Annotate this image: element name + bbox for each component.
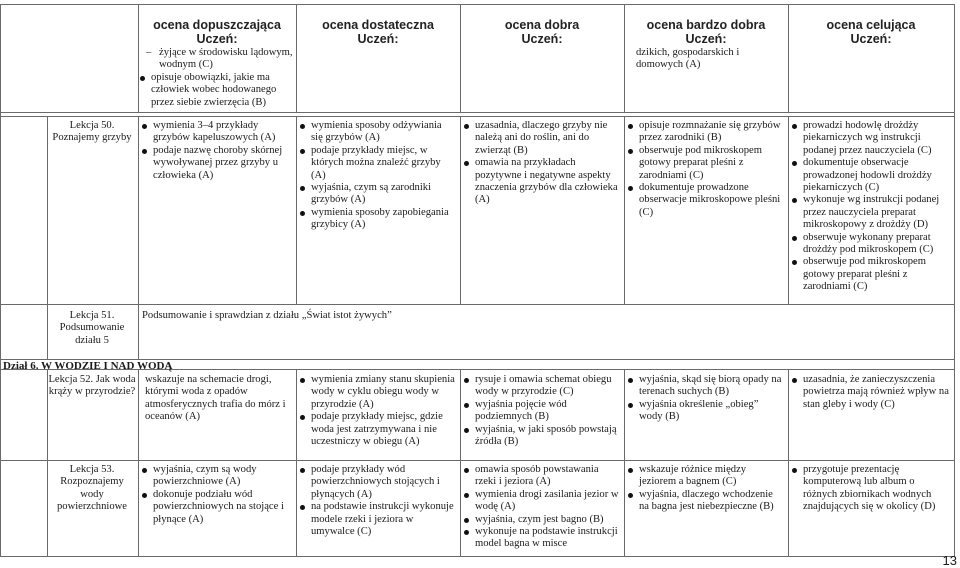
list-item: wykonuje na podstawie instrukcji model bagna w misce [462, 526, 620, 551]
grade-cell-dobra [462, 374, 620, 448]
list-item: dokumentuje obserwacje prowadzonej hodowli drożdży piekarniczych (C) [790, 157, 950, 194]
rule [0, 556, 955, 557]
lesson-cell: Lekcja 51. Podsumowanie działu 5 [59, 310, 125, 346]
list-item: obserwuje wykonany preparat drożdży pod mikroskopem (C) [790, 232, 950, 257]
rule [0, 460, 955, 461]
list-item: wyjaśnia określenie „obieg” wody (B) [626, 399, 784, 424]
list-item: wyjaśnia, czym są wody powierzchniowe (A) [140, 464, 290, 489]
rule [460, 4, 461, 112]
list-item: wyjaśnia pojęcie wód podziemnych (B) [462, 399, 620, 424]
list-item: – żyjące w środowisku lądowym, wodnym (C) [146, 47, 296, 72]
list-item: dokonuje podziału wód powierzchniowych na stojące i płynące (A) [140, 489, 290, 526]
grade-cell-dobra [462, 120, 620, 207]
grade-cell-dostateczna [298, 374, 456, 448]
list-item: podaje nazwę choroby skórnej wywoływanej przez grzyby u człowieka (A) [140, 145, 290, 182]
list-item: wyjaśnia, czym są zarodniki grzybów (A) [298, 182, 456, 207]
lesson-cell: Lekcja 52. Jak woda krąży w przyrodzie? [48, 374, 136, 398]
cont-list [146, 47, 296, 72]
grade-subtitle: Uczeń: [196, 32, 238, 46]
cont-list [138, 72, 296, 109]
grade-subtitle: Uczeń: [357, 32, 399, 46]
list-item: wskazuje różnice między jeziorem a bagnem (C) [626, 464, 784, 489]
grade-header-4 [624, 4, 788, 112]
rule [460, 116, 461, 304]
list-item: wyjaśnia, dlaczego wchodzenie na bagna jest niebezpieczne (B) [626, 489, 784, 514]
lesson-cell: Lekcja 50. Poznajemy grzyby [52, 120, 132, 144]
list-item: wymienia 3–4 przykłady grzybów kapeluszowych (A) [140, 120, 290, 145]
list-item: wyjaśnia, w jaki sposób powstają źródła (B) [462, 424, 620, 449]
rule [788, 369, 789, 556]
page-number: 13 [942, 552, 957, 568]
grade-title: ocena bardzo dobra [646, 18, 766, 32]
list-item: wymienia drogi zasilania jezior w wodę (A) [462, 489, 620, 514]
grade-cell-bardzo-dobra [626, 374, 784, 424]
rule [296, 369, 297, 556]
list-item: podaje przykłady wód powierzchniowych stojących i płynących (A) [298, 464, 456, 501]
rule [0, 112, 955, 113]
lesson-cell: Lekcja 53. Rozpoznajemy wody powierzchniowe [56, 464, 127, 513]
grade-cell-celujaca [790, 120, 950, 294]
rule [138, 116, 139, 359]
grade-subtitle: Uczeń: [685, 32, 727, 46]
list-item: opisuje obowiązki, jakie ma człowiek wobec hodowanego przez siebie zwierzęcia (B) [138, 72, 296, 109]
rule [296, 4, 297, 112]
rule [624, 369, 625, 556]
grade-cell-dopuszczajaca [140, 120, 290, 182]
grade-cell-bardzo-dobra [626, 464, 784, 514]
rule [624, 116, 625, 304]
section-heading: Dział 6. W WODZIE I NAD WODĄ [3, 360, 173, 372]
list-item: uzasadnia, dlaczego grzyby nie należą ani do roślin, ani do zwierząt (B) [462, 120, 620, 157]
grade-header-1 [138, 4, 296, 112]
list-item: rysuje i omawia schemat obiegu wody w przyrodzie (C) [462, 374, 620, 399]
list-item: omawia na przykładach pozytywne i negatywne aspekty znaczenia grzybów dla człowieka (A) [462, 157, 620, 207]
rule [460, 369, 461, 556]
grade-cell-celujaca [790, 464, 950, 514]
grade-cell-dostateczna [298, 120, 456, 232]
list-item: wykonuje wg instrukcji podanej przez nauczyciela preparat mikroskopowy z drożdży (D) [790, 194, 950, 231]
grade-title: ocena celująca [826, 18, 916, 32]
summary-text: Podsumowanie i sprawdzian z działu „Świat istot żywych” [142, 310, 392, 321]
grade-cell-bardzo-dobra [626, 120, 784, 219]
list-item: wymienia sposoby odżywiania się grzybów (A) [298, 120, 456, 145]
list-item: podaje przykłady miejsc, gdzie woda jest zatrzymywana i nie uczestniczy w obiegu (A) [298, 411, 456, 448]
list-item: wymienia sposoby zapobiegania grzybicy (A) [298, 207, 456, 232]
list-item: wyjaśnia, czym jest bagno (B) [462, 514, 620, 526]
rule [788, 116, 789, 304]
grade-subtitle: Uczeń: [521, 32, 563, 46]
list-item: dokumentuje prowadzone obserwacje mikroskopowe pleśni (C) [626, 182, 784, 219]
rule [296, 116, 297, 304]
rule [0, 4, 1, 556]
list-item: uzasadnia, że zanieczyszczenia powietrza mają również wpływ na stan gleby i wody (C) [790, 374, 950, 411]
grade-cell-dopuszczajaca: wskazuje na schemacie drogi, którymi woda z opadów atmosferycznych trafia do mórz i oceanów (A) [145, 374, 286, 423]
grade-header-5 [788, 4, 954, 112]
list-item: na podstawie instrukcji wykonuje modele rzeki i jeziora w umywalce (C) [298, 501, 456, 538]
grade-header-3 [460, 4, 624, 112]
grade-subtitle: Uczeń: [850, 32, 892, 46]
cont-text: dzikich, gospodarskich i domowych (A) [636, 47, 740, 71]
grade-header-2 [296, 4, 460, 112]
list-item: wyjaśnia, skąd się biorą opady na terenach suchych (B) [626, 374, 784, 399]
grade-title: ocena dostateczna [322, 18, 434, 32]
rule [0, 116, 955, 117]
grade-cell-celujaca [790, 374, 950, 411]
grade-cell-dopuszczajaca [140, 464, 290, 526]
list-item: wymienia zmiany stanu skupienia wody w cyklu obiegu wody w przyrodzie (A) [298, 374, 456, 411]
rule [788, 4, 789, 112]
rule [954, 4, 955, 556]
list-item: omawia sposób powstawania rzeki i jeziora (A) [462, 464, 620, 489]
list-item: przygotuje prezentację komputerową lub album o różnych zbiornikach wodnych znajdujących się w okolicy (D) [790, 464, 950, 514]
rule [0, 4, 955, 5]
rule [0, 304, 955, 305]
rule [624, 4, 625, 112]
list-item: podaje przykłady miejsc, w których można znaleźć grzyby (A) [298, 145, 456, 182]
grade-cell-dostateczna [298, 464, 456, 538]
rule [138, 369, 139, 556]
list-item: obserwuje pod mikroskopem gotowy preparat pleśni z zarodniami (C) [790, 256, 950, 293]
list-item: opisuje rozmnażanie się grzybów przez zarodniki (B) [626, 120, 784, 145]
grade-title: ocena dopuszczająca [153, 18, 281, 32]
list-item: prowadzi hodowlę drożdży piekarniczych wg instrukcji podanej przez nauczyciela (C) [790, 120, 950, 157]
grade-title: ocena dobra [504, 18, 580, 32]
list-item: obserwuje pod mikroskopem gotowy preparat pleśni z zarodniami (C) [626, 145, 784, 182]
rule [138, 4, 139, 112]
grade-cell-dobra [462, 464, 620, 551]
